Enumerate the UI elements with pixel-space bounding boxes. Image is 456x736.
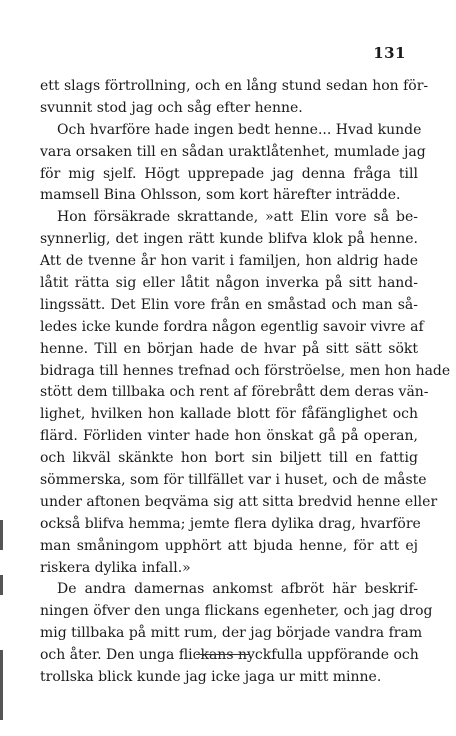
binding-edge-mark	[0, 520, 3, 550]
text-line: trollska blick kunde jag icke jaga ur mitt minne.	[40, 669, 382, 686]
text-line: och åter. Den unga flickans nyckfulla uppförande och	[40, 647, 419, 664]
text-line: man småningom upphört att bjuda henne, för att ej	[40, 537, 418, 554]
text-line: mamsell Bina Ohlsson, som kort härefter inträdde.	[40, 187, 401, 204]
text-line: riskera dylika infall.»	[40, 559, 191, 576]
text-line: synnerlig, det ingen rätt kunde blifva klok på henne.	[40, 231, 418, 248]
text-line: henne. Till en början hade de hvar på sitt sätt sökt	[40, 340, 418, 357]
text-line: under aftonen beqväma sig att sitta bredvid henne eller	[40, 493, 438, 510]
text-line: Hon försäkrade skrattande, »att Elin vore så be-	[57, 209, 418, 226]
text-line: flärd. Förliden vinter hade hon önskat gå på operan,	[40, 428, 418, 445]
text-line: låtit rätta sig eller låtit någon inverka på sitt hand-	[40, 275, 418, 292]
text-line: svunnit stod jag och såg efter henne.	[40, 99, 303, 116]
text-line: för mig sjelf. Högt upprepade jag denna fråga till	[40, 165, 418, 182]
text-line: sömmerska, som för tillfället var i huset, och de måste	[40, 472, 427, 489]
text-line: ledes icke kunde fordra någon egentlig savoir vivre af	[40, 318, 424, 335]
text-line: stött dem tillbaka och rent af förebrått dem deras vän-	[40, 384, 429, 401]
text-line: också blifva hemma; jemte flera dylika drag, hvarföre	[40, 515, 421, 532]
body-text	[40, 76, 451, 689]
binding-edge-mark	[0, 575, 3, 595]
text-line: ett slags förtrollning, och en lång stund sedan hon för-	[40, 78, 429, 94]
text-line: och likväl skänkte hon bort sin biljett till en fattig	[40, 450, 418, 467]
text-line: lingssätt. Det Elin vore från en småstad och man så-	[40, 296, 418, 313]
binding-edge-mark	[0, 650, 3, 720]
text-line: lighet, hvilken hon kallade blott för fåfänglighet och	[40, 406, 418, 423]
text-line: mig tillbaka på mitt rum, der jag började vandra fram	[40, 625, 423, 642]
text-line: De andra damernas ankomst afbröt här beskrif-	[57, 581, 418, 598]
text-line: bidraga till hennes trefnad och förströelse, men hon hade	[40, 362, 451, 379]
text-line: Att de tvenne år hon varit i familjen, hon aldrig hade	[40, 253, 418, 270]
section-end-rule	[196, 654, 250, 655]
text-line: Och hvarföre hade ingen bedt henne... Hvad kunde	[57, 121, 422, 138]
page-number: 131	[373, 44, 406, 62]
text-line: vara orsaken till en sådan uraktlåtenhet, mumlade jag	[40, 143, 426, 160]
text-line: ningen öfver den unga flickans egenheter, och jag drog	[40, 603, 433, 620]
